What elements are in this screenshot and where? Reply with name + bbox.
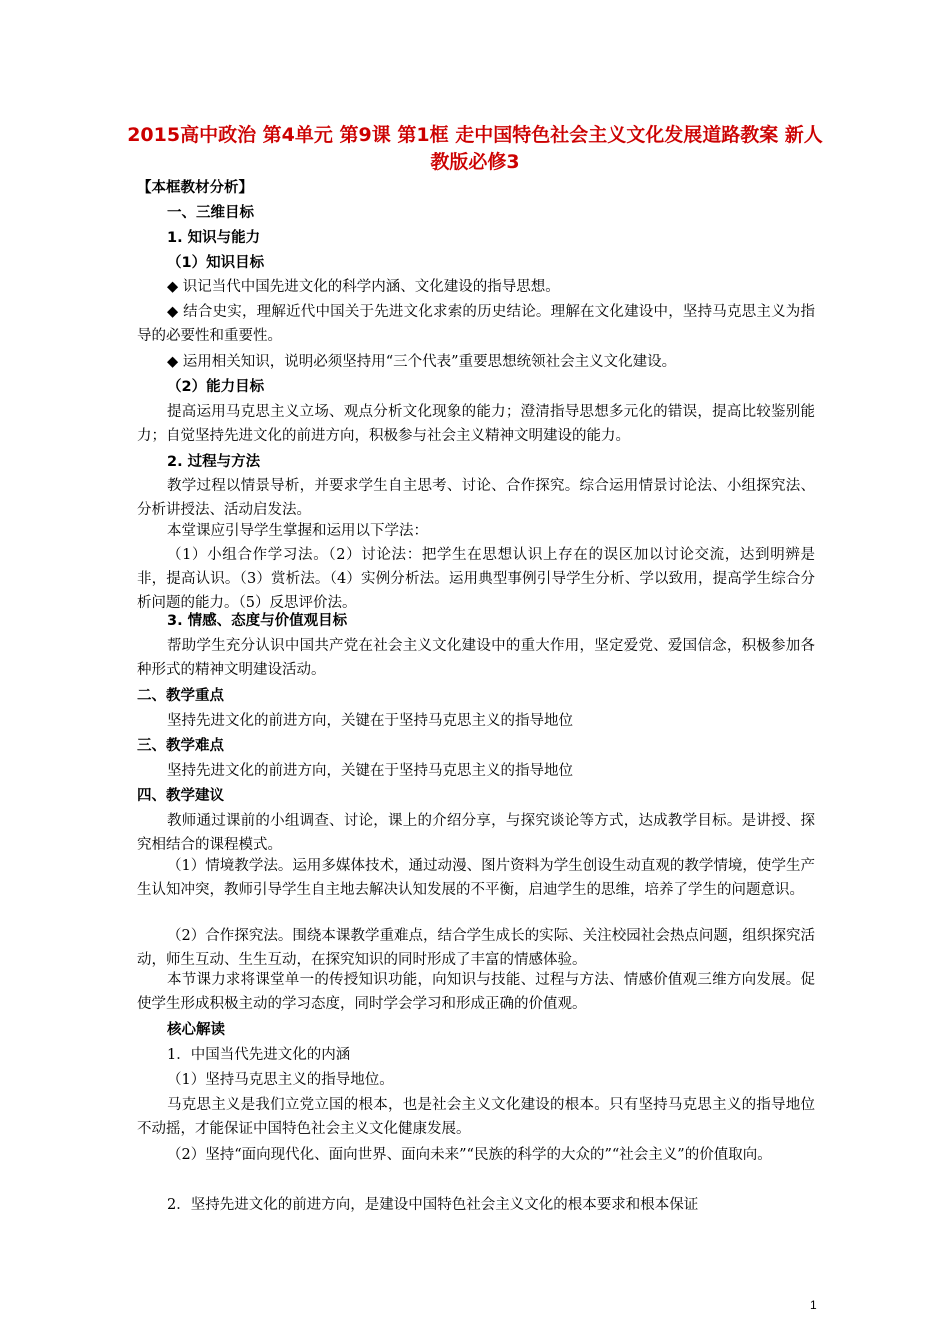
- knowledge-bullet: ◆ 结合史实，理解近代中国关于先进文化求索的历史结论。理解在文化建设中，坚持马克思主义为指导的必要性和重要性。: [137, 304, 815, 344]
- knowledge-ability-heading: 1. 知识与能力: [167, 230, 261, 246]
- ability-goal-heading: （2）能力目标: [167, 379, 265, 395]
- core-point: 1．中国当代先进文化的内涵: [167, 1047, 351, 1063]
- difficult-heading: 三、教学难点: [137, 738, 224, 754]
- page-number: 1: [810, 1298, 817, 1312]
- analysis-heading: 【本框教材分析】: [137, 180, 253, 196]
- emotion-heading: 3. 情感、态度与价值观目标: [167, 613, 348, 629]
- knowledge-goal-heading: （1）知识目标: [167, 255, 265, 271]
- key-heading: 二、教学重点: [137, 688, 224, 704]
- core-point: 2．坚持先进文化的前进方向，是建设中国特色社会主义文化的根本要求和根本保证: [167, 1197, 699, 1213]
- core-subpoint: （1）坚持马克思主义的指导地位。: [167, 1072, 394, 1088]
- core-subpoint-text: 马克思主义是我们立党立国的根本，也是社会主义文化建设的根本。只有坚持马克思主义的指导地位不动摇，才能保证中国特色社会主义文化健康发展。: [137, 1097, 815, 1137]
- core-subpoint: （2）坚持“面向现代化、面向世界、面向未来”“民族的科学的大众的”“社会主义”的价值取向。: [167, 1147, 772, 1163]
- knowledge-bullet: ◆ 识记当代中国先进文化的科学内涵、文化建设的指导思想。: [167, 279, 560, 295]
- difficult-text: 坚持先进文化的前进方向，关键在于坚持马克思主义的指导地位: [167, 763, 573, 779]
- key-text: 坚持先进文化的前进方向，关键在于坚持马克思主义的指导地位: [167, 713, 573, 729]
- advice-summary: 本节课力求将课堂单一的传授知识功能，向知识与技能、过程与方法、情感价值观三维方向发展。促使学生形成积极主动的学习态度，同时学会学习和形成正确的价值观。: [137, 972, 815, 1012]
- document-title: 2015高中政治 第4单元 第9课 第1框 走中国特色社会主义文化发展道路教案 新人教版必修3: [127, 124, 823, 173]
- advice-item: （2）合作探究法。围绕本课教学重难点，结合学生成长的实际、关注校园社会热点问题，组织探究活动，师生互动、生生互动，在探究知识的同时形成了丰富的情感体验。: [137, 928, 815, 968]
- knowledge-bullet: ◆ 运用相关知识，说明必须坚持用“三个代表”重要思想统领社会主义文化建设。: [167, 354, 677, 370]
- ability-goal-text: 提高运用马克思主义立场、观点分析文化现象的能力；澄清指导思想多元化的错误，提高比较鉴别能力；自觉坚持先进文化的前进方向，积极参与社会主义精神文明建设的能力。: [137, 404, 815, 444]
- process-heading: 2. 过程与方法: [167, 454, 261, 470]
- process-text: 教学过程以情景导析，并要求学生自主思考、讨论、合作探究。综合运用情景讨论法、小组探究法、分析讲授法、活动启发法。: [137, 478, 815, 518]
- advice-heading: 四、教学建议: [137, 788, 224, 804]
- emotion-text: 帮助学生充分认识中国共产党在社会主义文化建设中的重大作用，坚定爱党、爱国信念，积极参加各种形式的精神文明建设活动。: [137, 638, 815, 678]
- advice-item: （1）情境教学法。运用多媒体技术，通过动漫、图片资料为学生创设生动直观的教学情境，使学生产生认知冲突，教师引导学生自主地去解决认知发展的不平衡，启迪学生的思维，培养了学生的问题意识。: [137, 858, 815, 898]
- study-methods-intro: 本堂课应引导学生掌握和运用以下学法：: [167, 523, 428, 539]
- goals-heading: 一、三维目标: [167, 205, 254, 221]
- advice-text: 教师通过课前的小组调查、讨论，课上的介绍分享，与探究谈论等方式，达成教学目标。是讲授、探究相结合的课程模式。: [137, 813, 815, 853]
- study-methods-text: （1）小组合作学习法。（2）讨论法：把学生在思想认识上存在的误区加以讨论交流，达到明辨是非，提高认识。（3）赏析法。（4）实例分析法。运用典型事例引导学生分析、学以致用，提高学生综合分析问题的能力。（5）反思评价法。: [137, 547, 815, 611]
- core-heading: 核心解读: [167, 1022, 225, 1038]
